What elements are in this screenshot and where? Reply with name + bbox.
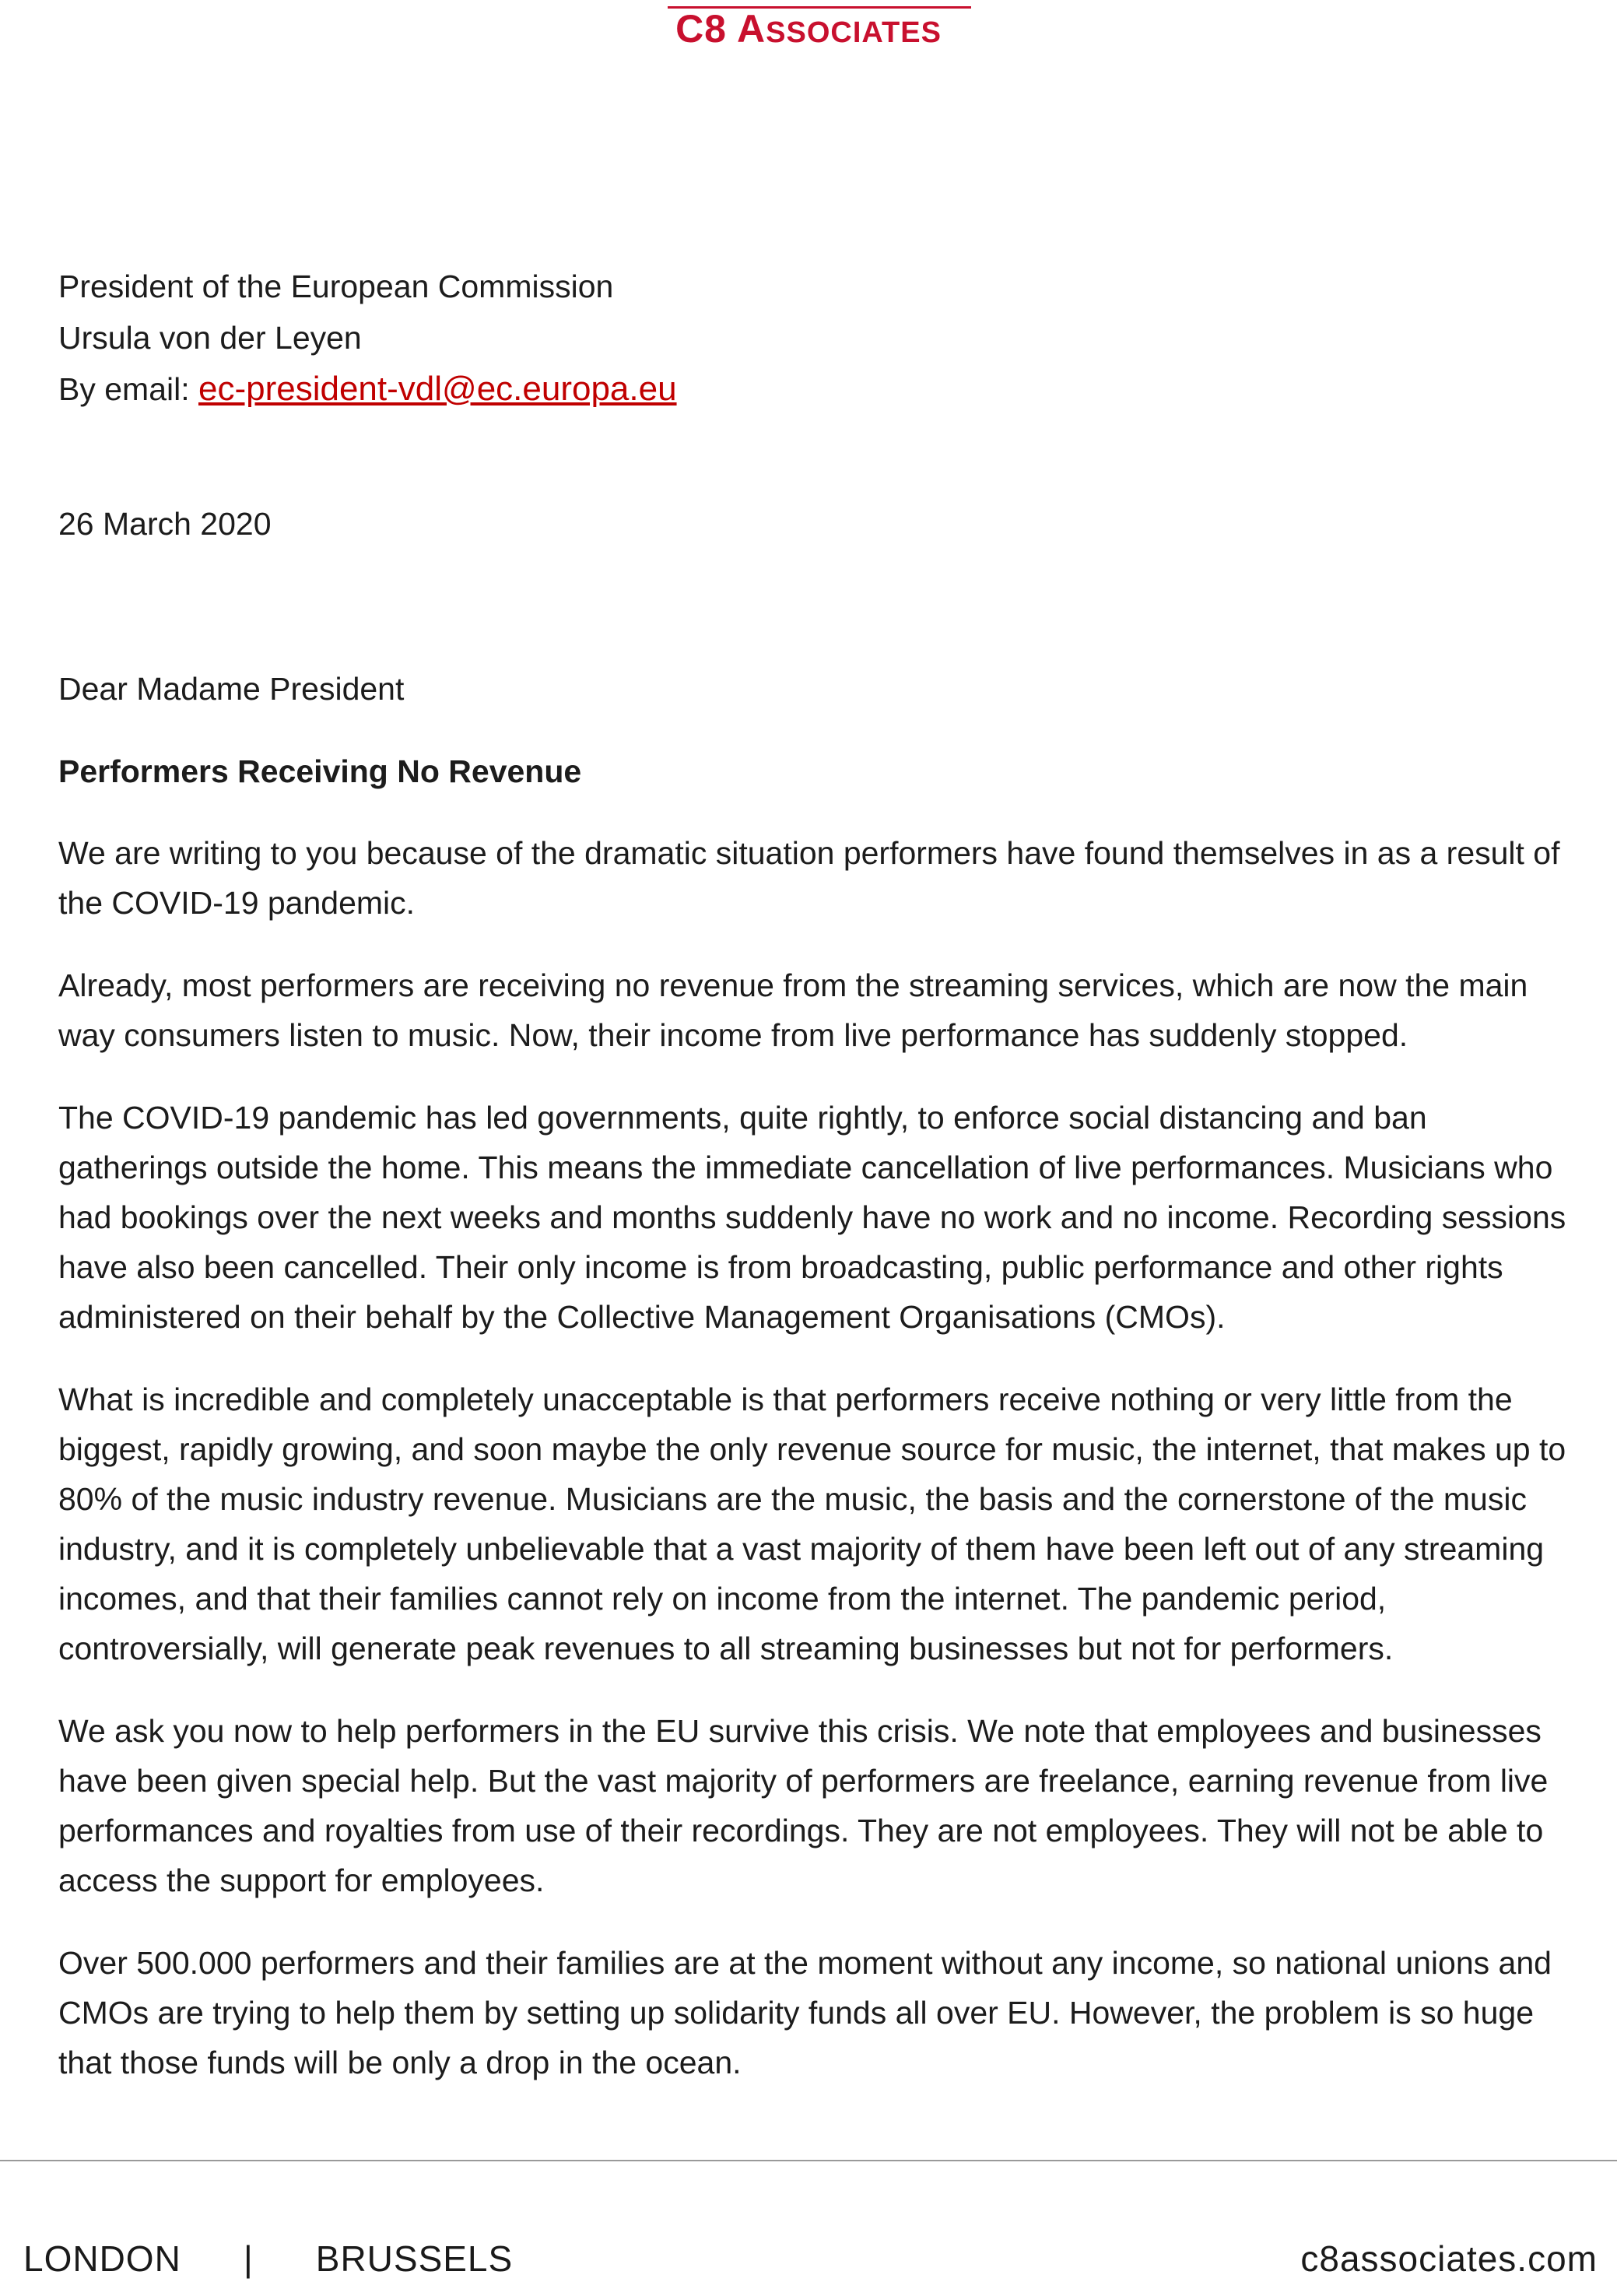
letter-date: 26 March 2020 bbox=[58, 506, 272, 542]
letter-body bbox=[58, 828, 1584, 2120]
footer-city-london: LONDON bbox=[23, 2238, 181, 2279]
paragraph: We are writing to you because of the dramatic situation performers have found themselves in as a result of the COVID-19 pandemic. bbox=[58, 835, 1560, 921]
paragraph: What is incredible and completely unacceptable is that performers receive nothing or very little from the biggest, rapidly growing, and soon maybe the only revenue source for music, the internet, that makes up to 80% of the music industry revenue. Musicians are the music, the basis and the cornerstone of the music industry, and it is completely unbelievable that a vast majority of them have been left out of any streaming incomes, and that their families cannot rely on income from the internet. The pandemic period, controversially, will generate peak revenues to all streaming businesses but not for performers. bbox=[58, 1381, 1566, 1666]
footer-website-link[interactable]: c8associates.com bbox=[1300, 2238, 1598, 2279]
addressee-block bbox=[58, 261, 677, 415]
paragraph: Already, most performers are receiving no revenue from the streaming services, which are now the main way consumers listen to music. Now, their income from live performance has suddenly stopped. bbox=[58, 967, 1528, 1053]
addressee-title: President of the European Commission bbox=[58, 269, 614, 304]
footer bbox=[0, 2238, 1617, 2284]
addressee-name: Ursula von der Leyen bbox=[58, 320, 362, 356]
paragraph: The COVID-19 pandemic has led governments, quite rightly, to enforce social distancing and ban gatherings outside the home. This means the immediate cancellation of live performances. Musicians who had bookings over the next weeks and months suddenly have no work and no income. Recording sessions have also been cancelled. Their only income is from broadcasting, public performance and other rights administered on their behalf by the Collective Management Organisations (CMOs). bbox=[58, 1100, 1566, 1335]
salutation: Dear Madame President bbox=[58, 671, 405, 707]
footer-offices bbox=[23, 2238, 513, 2280]
email-label: By email: bbox=[58, 371, 198, 407]
company-logo: C8 ASSOCIATES bbox=[675, 7, 942, 51]
paragraph: We ask you now to help performers in the EU survive this crisis. We note that employees and businesses have been given special help. But the vast majority of performers are freelance, earning revenue from live performances and royalties from use of their recordings. They are not employees. They will not be able to access the support for employees. bbox=[58, 1713, 1549, 1898]
addressee-email-line bbox=[58, 363, 677, 415]
footer-divider bbox=[0, 2160, 1617, 2161]
email-link[interactable]: ec-president-vdl@ec.europa.eu bbox=[198, 370, 677, 408]
footer-separator: | bbox=[243, 2238, 254, 2279]
paragraph: Over 500.000 performers and their families are at the moment without any income, so national unions and CMOs are trying to help them by setting up solidarity funds all over EU. However, the problem is so huge that those funds will be only a drop in the ocean. bbox=[58, 1945, 1552, 2080]
footer-city-brussels: BRUSSELS bbox=[315, 2238, 514, 2279]
subject-line: Performers Receiving No Revenue bbox=[58, 753, 582, 789]
